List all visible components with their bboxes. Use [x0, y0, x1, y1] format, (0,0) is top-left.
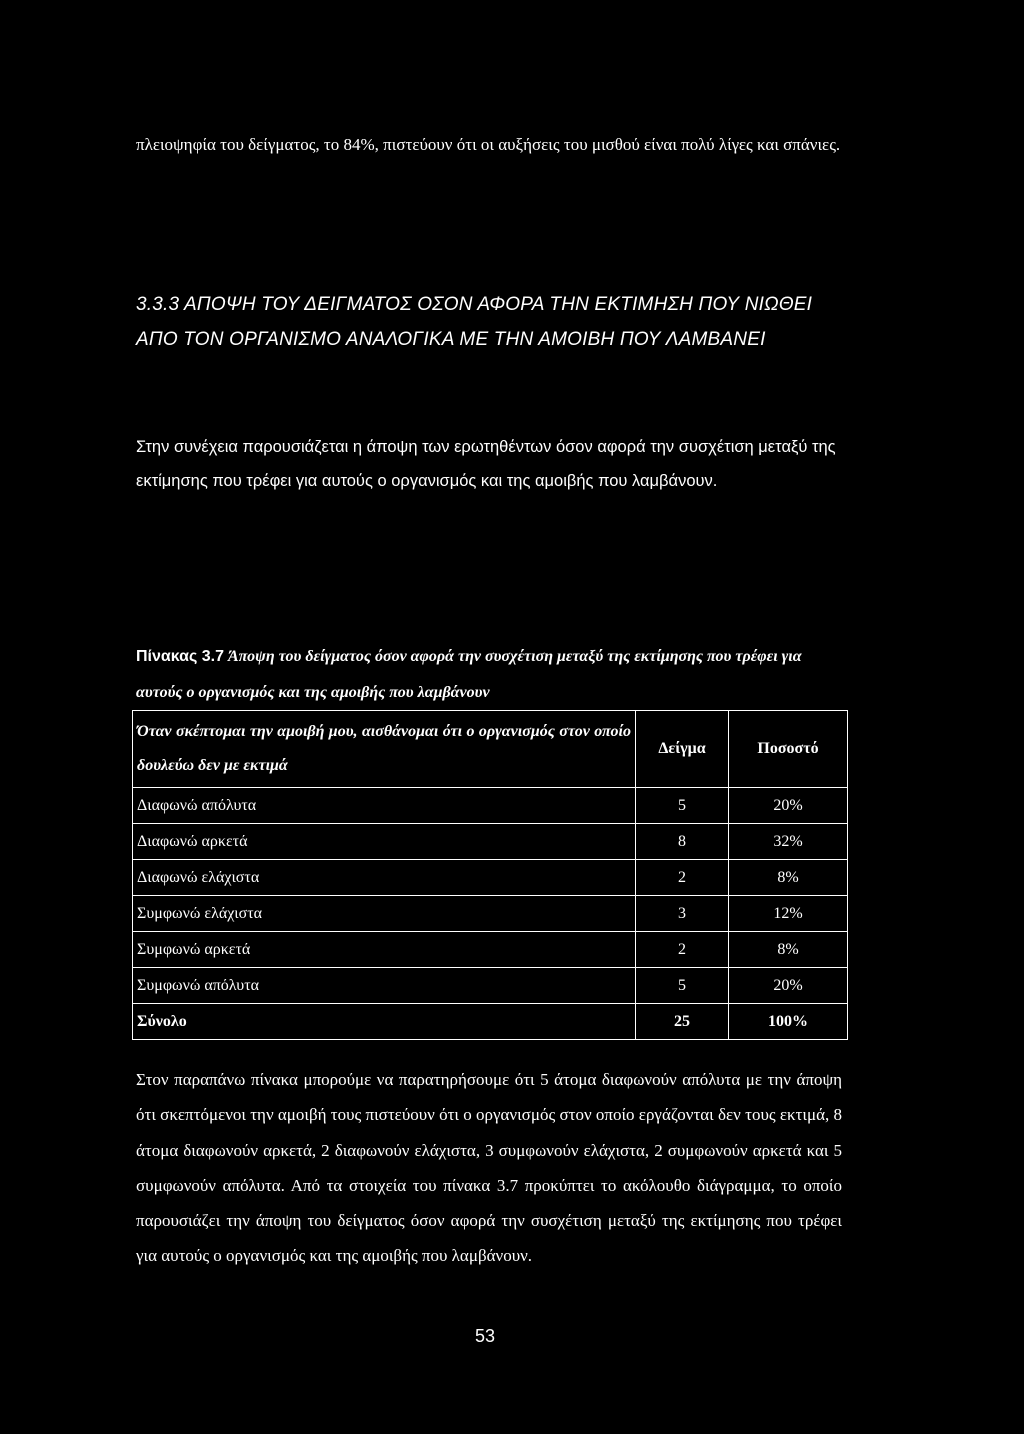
table-caption-label: Πίνακας 3.7 [136, 648, 224, 665]
row-percent: 20% [729, 788, 848, 824]
row-sample: 5 [636, 788, 729, 824]
row-percent: 8% [729, 860, 848, 896]
question-header: Όταν σκέπτομαι την αμοιβή μου, αισθάνομαι ότι ο οργανισμός στον οποίο δουλεύω δεν με εκτιμά [133, 711, 636, 788]
row-percent: 20% [729, 968, 848, 1004]
total-sample: 25 [636, 1004, 729, 1040]
row-label: Συμφωνώ ελάχιστα [133, 896, 636, 932]
total-percent: 100% [729, 1004, 848, 1040]
table-row [133, 896, 848, 932]
row-percent: 12% [729, 896, 848, 932]
table-caption [136, 639, 848, 711]
table-row [133, 788, 848, 824]
section-heading: 3.3.3 ΑΠΟΨΗ ΤΟΥ ΔΕΙΓΜΑΤΟΣ ΟΣΟΝ ΑΦΟΡΑ ΤΗΝ ΕΚΤΙΜΗΣΗ ΠΟΥ ΝΙΩΘΕΙ ΑΠΟ ΤΟΝ ΟΡΓΑΝΙΣΜΟ ΑΝΑΛΟΓΙΚΑ ΜΕ ΤΗΝ ΑΜΟΙΒΗ ΠΟΥ ΛΑΜΒΑΝΕΙ [136, 294, 813, 350]
row-label: Συμφωνώ αρκετά [133, 932, 636, 968]
row-percent: 8% [729, 932, 848, 968]
table-row [133, 968, 848, 1004]
percent-header: Ποσοστό [729, 711, 848, 788]
survey-table [132, 710, 848, 1040]
table-header-row [133, 711, 848, 788]
total-label: Σύνολο [133, 1004, 636, 1040]
table-caption-title: Άποψη του δείγματος όσον αφορά την συσχέτιση μεταξύ της εκτίμησης που τρέφει για αυτούς ο οργανισμός και της αμοιβής που λαμβάνουν [136, 648, 802, 701]
row-sample: 3 [636, 896, 729, 932]
row-sample: 2 [636, 932, 729, 968]
section-paragraph: Στην συνέχεια παρουσιάζεται η άποψη των ερωτηθέντων όσον αφορά την συσχέτιση μεταξύ της εκτίμησης που τρέφει για αυτούς ο οργανισμός και της αμοιβής που λαμβάνουν. [136, 438, 836, 490]
table-row [133, 932, 848, 968]
row-sample: 2 [636, 860, 729, 896]
table-total-row [133, 1004, 848, 1040]
intro-paragraph: πλειοψηφία του δείγματος, το 84%, πιστεύουν ότι οι αυξήσεις του μισθού είναι πολύ λίγες και σπάνιες. [136, 135, 841, 154]
row-label: Διαφωνώ αρκετά [133, 824, 636, 860]
table-row [133, 824, 848, 860]
row-percent: 32% [729, 824, 848, 860]
table-row [133, 860, 848, 896]
page-number: 53 [474, 1326, 496, 1346]
row-sample: 5 [636, 968, 729, 1004]
row-label: Συμφωνώ απόλυτα [133, 968, 636, 1004]
row-label: Διαφωνώ ελάχιστα [133, 860, 636, 896]
row-label: Διαφωνώ απόλυτα [133, 788, 636, 824]
row-sample: 8 [636, 824, 729, 860]
sample-header: Δείγμα [636, 711, 729, 788]
analysis-paragraph: Στον παραπάνω πίνακα μπορούμε να παρατηρήσουμε ότι 5 άτομα διαφωνούν απόλυτα με την άποψη ότι σκεπτόμενοι την αμοιβή τους πιστεύουν ότι ο οργανισμός στον οποίο εργάζονται δεν τους εκτιμά, 8 άτομα διαφωνούν αρκετά, 2 διαφωνούν ελάχιστα, 3 συμφωνούν ελάχιστα, 2 συμφωνούν αρκετά και 5 συμφωνούν απόλυτα. Από τα στοιχεία του πίνακα 3.7 προκύπτει το ακόλουθο διάγραμμα, το οποίο παρουσιάζει την άποψη του δείγματος όσον αφορά την συσχέτιση μεταξύ της εκτίμησης που τρέφει για αυτούς ο οργανισμός και της αμοιβής που λαμβάνουν. [136, 1070, 842, 1266]
